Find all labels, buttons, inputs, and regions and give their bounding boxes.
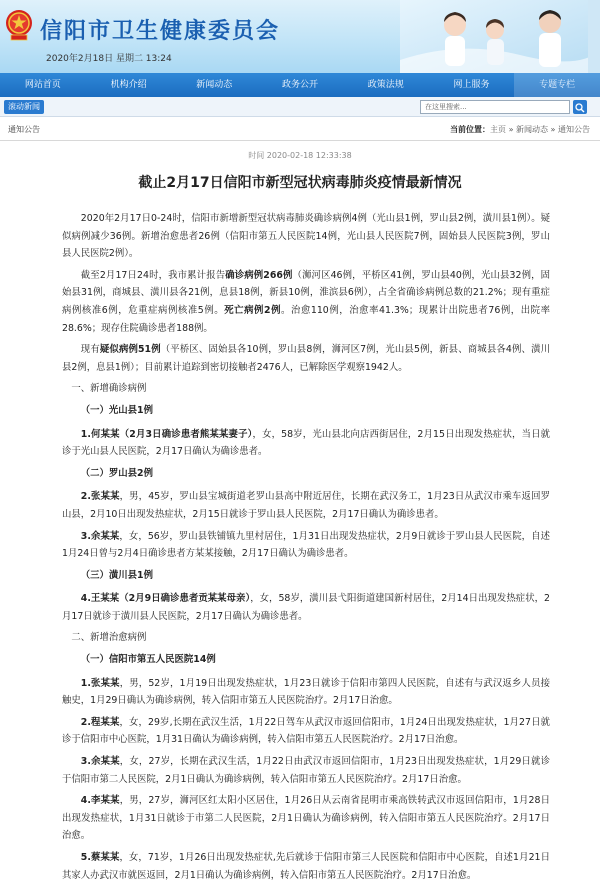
- ticker-label: 滚动新闻: [4, 100, 44, 114]
- subsection-heading: （三）潢川县1例: [80, 569, 153, 581]
- case-detail: ，女，58岁，光山县北向店西街居住，2月15日出现发热症状，当日就诊于光山县人民医院，2月17日确认为确诊患者。: [62, 428, 551, 458]
- case-name: 3.余某某: [80, 530, 120, 542]
- text-bold: 确诊病例266例: [225, 269, 293, 281]
- paragraph: [62, 341, 550, 376]
- case-detail: ，女，29岁,长期在武汉生活，1月22日驾车从武汉市返回信阳市，1月24日出现发热症状，1月27日就诊于信阳市中心医院，1月31日确认为确诊病例，转入信阳市第五人民医院治疗。2月17日治愈。: [62, 716, 550, 746]
- case-entry: [62, 488, 550, 523]
- case-detail: ，女，27岁，长期在武汉生活，1月22日由武汉市返回信阳市，1月23日出现发热症状，1月29日就诊于信阳市第二人民医院，2月1日确认为确诊病例，转入信阳市第五人民医院治疗。2月17日治愈。: [62, 756, 550, 785]
- article-body: [62, 210, 550, 881]
- header-banner-image: [400, 0, 600, 73]
- breadcrumb-prefix: 当前位置：: [450, 125, 491, 134]
- site-header: [0, 0, 600, 73]
- text: 。治愈110例，治愈率41.3%；现累计出院患者76例，出院率28.6%；现存住院确诊患者188例。: [62, 304, 551, 334]
- case-name: 4.王某某（2月9日确诊患者贡某某母亲）: [80, 593, 251, 605]
- article-title: 截止2月17日信阳市新型冠状病毒肺炎疫情最新情况: [138, 175, 462, 191]
- case-detail: ，女，56岁，罗山县铁铺镇九里村居住，1月31日出现发热症状，2月9日就诊于罗山县人民医院，自述1月24日曾与2月4日确诊患者方某某接触，2月17日确认为确诊患者。: [62, 530, 550, 560]
- nav-news[interactable]: 新闻动态: [196, 80, 233, 90]
- text: 截至2月17日24时，我市累计报告: [80, 269, 226, 281]
- case-detail: ，男，52岁，1月19日出现发热症状，1月23日就诊于信阳市第四人民医院，自述有与武汉返乡人员接触史，1月29日确认为确诊病例，转入信阳市第五人民医院治疗。2月17日治愈。: [62, 677, 550, 707]
- case-detail: ，男，27岁，浉河区红太阳小区居住，1月26日从云南省昆明市乘高铁转武汉市返回信阳市，1月28日出现发热症状，1月31日就诊于市第二人民医院，2月1日确认为确诊病例，转入信阳市第五人民医院治疗。2月17日治愈。: [62, 795, 550, 842]
- current-date: 2020年2月18日 星期二 13:24: [46, 54, 172, 64]
- text: （浉河区46例，平桥区41例，罗山县40例，光山县32例，固始县31例，商城县、潢川县各21例，息县18例，新县10例，淮滨县6例），占全省确诊病例总数的21.2%；现有重症病例核准6例，危重症病例核准5例。: [62, 269, 550, 316]
- section-heading: 二、新增治愈病例: [71, 632, 147, 644]
- search-icon: [573, 101, 587, 115]
- case-name: 3.余某某: [80, 756, 120, 768]
- subsection-heading: （一）光山县1例: [80, 404, 153, 416]
- case-name: 4.李某某: [80, 795, 120, 807]
- section-heading: 一、新增确诊病例: [71, 383, 147, 395]
- breadcrumb: [450, 124, 590, 135]
- search-input[interactable]: 在这里搜索...: [420, 100, 570, 114]
- nav-about[interactable]: 机构介绍: [110, 80, 147, 90]
- case-entry: [62, 849, 550, 881]
- nav-policies[interactable]: 政策法规: [367, 80, 404, 90]
- search-button[interactable]: [573, 100, 587, 114]
- text: 现有: [80, 344, 100, 356]
- case-entry: [62, 792, 550, 845]
- case-entry: [62, 714, 550, 749]
- case-entry: [62, 426, 550, 461]
- case-detail: ，男，45岁，罗山县宝城街道老罗山县高中附近居住，长期在武汉务工，1月23日从武汉市乘车返回罗山县，2月10日出现发热症状，2月15日就诊于罗山县人民医院，2月17日确认为确诊患者。: [62, 491, 550, 520]
- paragraph: [62, 267, 550, 337]
- case-name: 2.程某某: [80, 716, 120, 728]
- case-entry: [62, 528, 550, 563]
- case-detail: ，女，71岁，1月26日出现发热症状,先后就诊于信阳市第三人民医院和信阳市中心医院，自述1月21日其家人办武汉市就医返回，2月1日确认为确诊病例，转入信阳市第五人民医院治疗。2月17日治愈。: [62, 852, 551, 881]
- nav-public-affairs[interactable]: 政务公开: [282, 80, 319, 90]
- nav-special-topics[interactable]: 专题专栏: [514, 73, 600, 97]
- nav-online-services[interactable]: 网上服务: [453, 80, 490, 90]
- section-label: 通知公告: [8, 125, 40, 134]
- text-bold: 死亡病例2例: [224, 304, 282, 316]
- subsection-heading: （二）罗山县2例: [80, 467, 153, 479]
- text-bold: 疑似病例51例: [99, 344, 161, 356]
- site-title: 信阳市卫生健康委员会: [40, 19, 281, 44]
- case-name: 1.张某某: [80, 677, 120, 689]
- breadcrumb-bar: [0, 117, 600, 141]
- news-ticker-bar: [0, 97, 600, 117]
- nav-home[interactable]: 网站首页: [24, 80, 61, 90]
- main-nav: [0, 73, 600, 97]
- case-entry: [62, 753, 550, 788]
- national-emblem-icon: [4, 8, 34, 42]
- subsection-heading: （一）信阳市第五人民医院14例: [80, 654, 216, 666]
- case-name: 1.何某某（2月3日确诊患者熊某某妻子）: [80, 428, 253, 440]
- case-name: 5.蔡某某: [80, 852, 120, 863]
- case-name: 2.张某某: [80, 491, 120, 503]
- paragraph: 2020年2月17日0-24时，信阳市新增新型冠状病毒肺炎确诊病例4例（光山县1例，罗山县2例，潢川县1例）。疑似病例减少36例。新增治愈患者26例（信阳市第五人民医院14例，光山县人民医院7例，固始县人民医院3例，罗山县人民医院2例）。: [62, 213, 550, 260]
- article-meta: 时间 2020-02-18 12:33:38: [248, 151, 352, 160]
- breadcrumb-path[interactable]: 主页 » 新闻动态 » 通知公告: [490, 125, 590, 134]
- case-detail: ，女，58岁，潢川县弋阳街道建国新村居住，2月14日出现发热症状，2月17日就诊于潢川县人民医院，2月17日确认为确诊患者。: [62, 593, 551, 622]
- text: （平桥区、固始县各10例，罗山县8例，浉河区7例，光山县5例，新县、商城县各4例、潢川县2例，息县1例）；目前累计追踪到密切接触者2476人，已解除医学观察1942人。: [62, 344, 550, 373]
- case-entry: [62, 590, 550, 625]
- case-entry: [62, 675, 550, 710]
